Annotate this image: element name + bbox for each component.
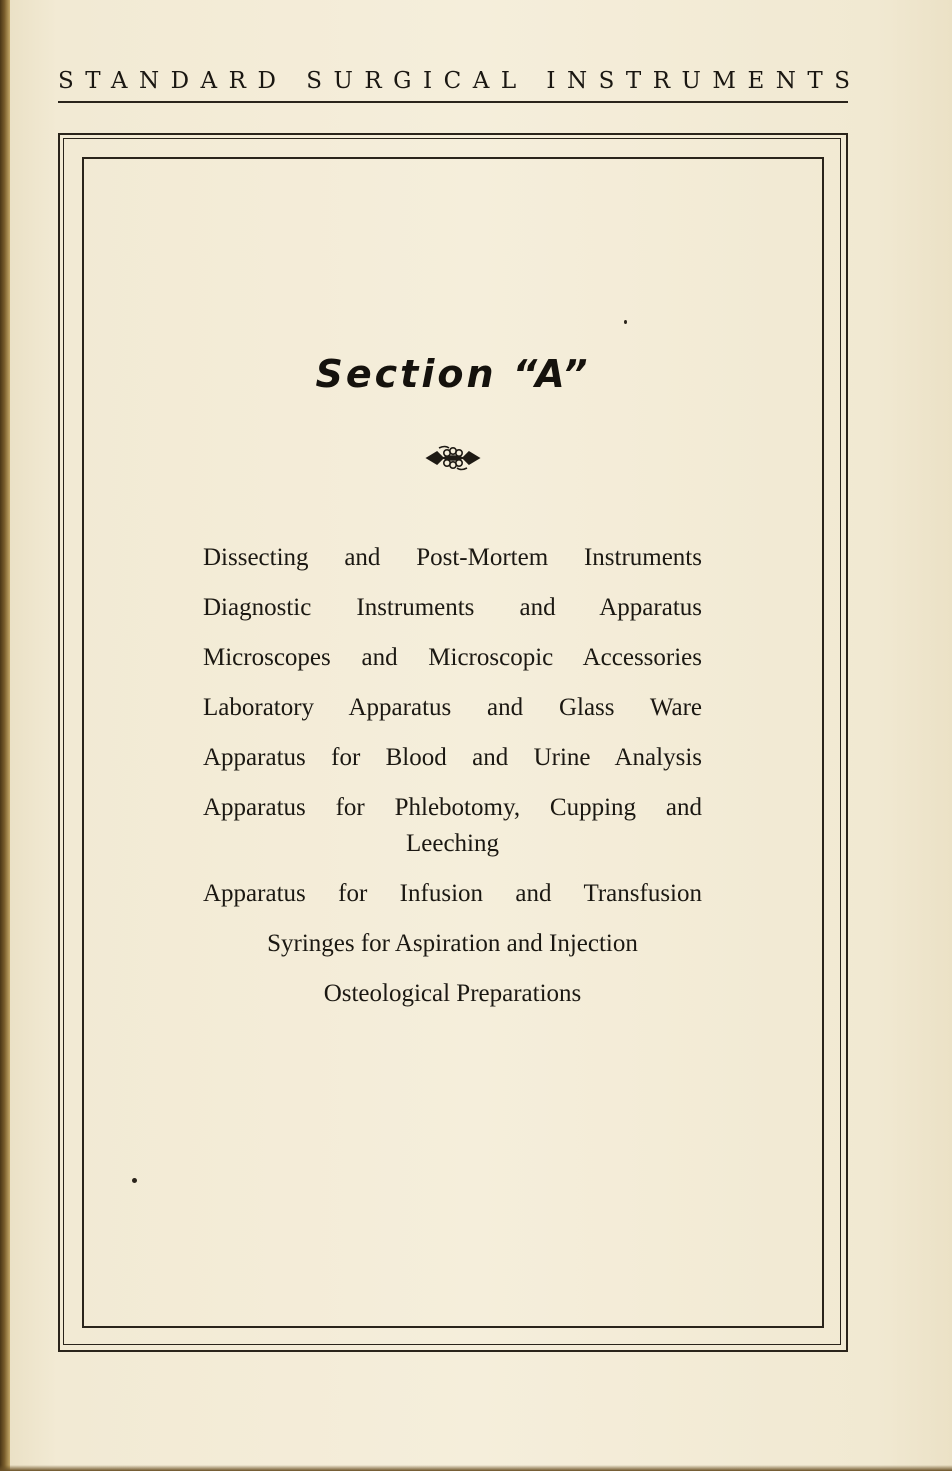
contents-item bbox=[203, 790, 702, 862]
fleuron-ornament-icon bbox=[425, 444, 481, 472]
section-title: Section “A” bbox=[315, 352, 591, 396]
ink-speck bbox=[624, 320, 627, 324]
contents-item: Osteological Preparations bbox=[323, 980, 582, 1007]
section-contents-list bbox=[203, 540, 702, 1026]
contents-item: Syringes for Aspiration and Injection bbox=[267, 930, 638, 957]
page-bottom-edge bbox=[0, 1465, 952, 1471]
contents-item: Apparatus for Blood and Urine Analysis bbox=[203, 744, 702, 771]
contents-item: Diagnostic Instruments and Apparatus bbox=[203, 594, 702, 621]
contents-item-line: Leeching bbox=[405, 830, 499, 857]
running-head-rule bbox=[58, 101, 848, 103]
running-head: STANDARD SURGICAL INSTRUMENTS bbox=[58, 68, 862, 94]
ink-speck bbox=[132, 1178, 137, 1183]
contents-item: Apparatus for Infusion and Transfusion bbox=[203, 880, 702, 907]
book-spine-edge bbox=[0, 0, 10, 1471]
contents-item-line: Apparatus for Phlebotomy, Cupping and bbox=[203, 794, 702, 821]
contents-item: Laboratory Apparatus and Glass Ware bbox=[203, 694, 702, 721]
contents-item: Microscopes and Microscopic Accessories bbox=[203, 644, 702, 671]
contents-item: Dissecting and Post-Mortem Instruments bbox=[203, 544, 702, 571]
